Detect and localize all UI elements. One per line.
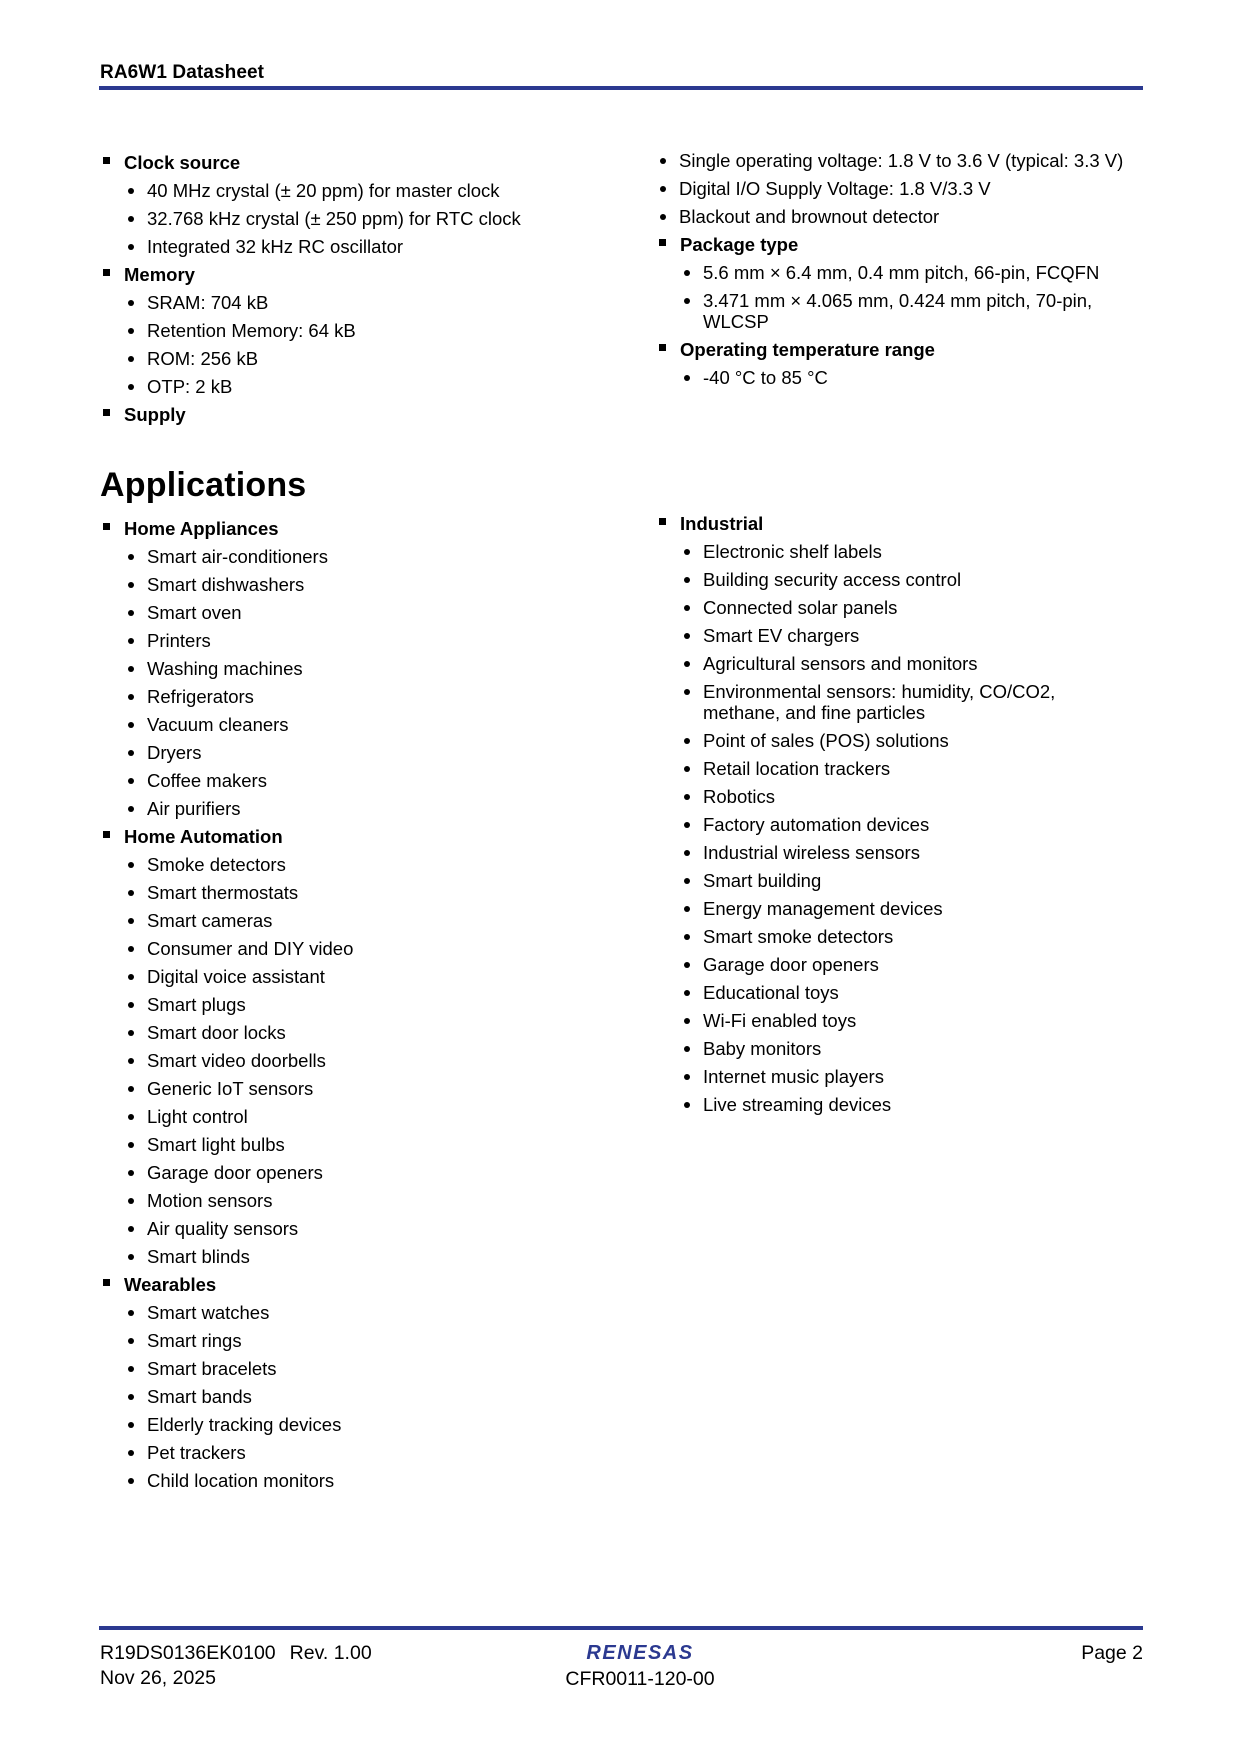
list-item: Internet music players: [680, 1066, 1126, 1087]
list-item: Consumer and DIY video: [124, 938, 600, 959]
list-item: 40 MHz crystal (± 20 ppm) for master clock: [124, 180, 600, 201]
group-label: Wearables: [124, 1274, 217, 1295]
feature-group-list: [656, 234, 1126, 388]
list-item: Smart plugs: [124, 994, 600, 1015]
list-item: Air quality sensors: [124, 1218, 600, 1239]
list-item: Educational toys: [680, 982, 1126, 1003]
section-heading: Applications: [100, 466, 307, 504]
footer-center: [560, 1641, 720, 1693]
document-date: Nov 26, 2025: [100, 1667, 217, 1689]
list-item: Smart light bulbs: [124, 1134, 600, 1155]
list-item: Connected solar panels: [680, 597, 1126, 618]
item-list: [124, 180, 600, 257]
list-item: Electronic shelf labels: [680, 541, 1126, 562]
group-label: Supply: [124, 404, 186, 425]
list-item: Digital I/O Supply Voltage: 1.8 V/3.3 V: [656, 178, 1126, 199]
item-list: [124, 854, 600, 1267]
list-item: Integrated 32 kHz RC oscillator: [124, 236, 600, 257]
list-item: Refrigerators: [124, 686, 600, 707]
list-item: SRAM: 704 kB: [124, 292, 600, 313]
list-item: Smart blinds: [124, 1246, 600, 1267]
form-code: CFR0011-120-00: [565, 1668, 715, 1690]
group-label: Memory: [124, 264, 195, 285]
list-item: Robotics: [680, 786, 1126, 807]
list-item: Building security access control: [680, 569, 1126, 590]
list-item: Smart bracelets: [124, 1358, 600, 1379]
features-right-column: [656, 150, 1126, 395]
document-number: R19DS0136EK0100: [100, 1642, 276, 1664]
item-list: [124, 1302, 600, 1491]
list-item: Smoke detectors: [124, 854, 600, 875]
list-item: Coffee makers: [124, 770, 600, 791]
list-item: Smart oven: [124, 602, 600, 623]
list-item: Dryers: [124, 742, 600, 763]
list-item: Wi-Fi enabled toys: [680, 1010, 1126, 1031]
list-item: Smart smoke detectors: [680, 926, 1126, 947]
list-item: Smart bands: [124, 1386, 600, 1407]
list-item: Light control: [124, 1106, 600, 1127]
group-heading: [100, 264, 600, 397]
header-rule: [99, 86, 1143, 90]
list-item: 5.6 mm × 6.4 mm, 0.4 mm pitch, 66-pin, FCQFN: [680, 262, 1126, 283]
group-label: Home Automation: [124, 826, 283, 847]
list-item: Environmental sensors: humidity, CO/CO2, methane, and fine particles: [680, 681, 1126, 723]
item-list: [124, 546, 600, 819]
list-item: Smart watches: [124, 1302, 600, 1323]
list-item: Smart rings: [124, 1330, 600, 1351]
list-item: Vacuum cleaners: [124, 714, 600, 735]
group-label: Industrial: [680, 513, 764, 534]
list-item: Single operating voltage: 1.8 V to 3.6 V (typical: 3.3 V): [656, 150, 1126, 171]
list-item: 32.768 kHz crystal (± 250 ppm) for RTC clock: [124, 208, 600, 229]
list-item: Smart cameras: [124, 910, 600, 931]
group-label: Operating temperature range: [680, 339, 935, 360]
list-item: Baby monitors: [680, 1038, 1126, 1059]
group-list: [656, 513, 1126, 1115]
group-list: [656, 234, 1126, 388]
list-item: Smart building: [680, 870, 1126, 891]
group-heading: [100, 1274, 600, 1491]
list-item: Industrial wireless sensors: [680, 842, 1126, 863]
list-item: Smart door locks: [124, 1022, 600, 1043]
list-item: Factory automation devices: [680, 814, 1126, 835]
list-item: Agricultural sensors and monitors: [680, 653, 1126, 674]
item-list: [680, 262, 1126, 332]
footer-document-info: [100, 1641, 372, 1691]
page-number: Page 2: [1081, 1642, 1143, 1664]
list-item: Air purifiers: [124, 798, 600, 819]
list-item: Smart air-conditioners: [124, 546, 600, 567]
group-heading: [100, 152, 600, 257]
list-item: Blackout and brownout detector: [656, 206, 1126, 227]
group-label: Home Appliances: [124, 518, 279, 539]
list-item: Garage door openers: [680, 954, 1126, 975]
list-item: Point of sales (POS) solutions: [680, 730, 1126, 751]
list-item: -40 °C to 85 °C: [680, 367, 1126, 388]
list-item: Pet trackers: [124, 1442, 600, 1463]
header-title: RA6W1 Datasheet: [100, 62, 265, 83]
renesas-logo: RENESAS: [586, 1642, 694, 1664]
revision: Rev. 1.00: [289, 1642, 372, 1664]
item-list: [124, 292, 600, 397]
list-item: Energy management devices: [680, 898, 1126, 919]
list-item: Generic IoT sensors: [124, 1078, 600, 1099]
list-item: Elderly tracking devices: [124, 1414, 600, 1435]
group-heading: [100, 518, 600, 819]
supply-item-list: [656, 150, 1126, 227]
list-item: Retail location trackers: [680, 758, 1126, 779]
applications-left-column: [100, 518, 600, 1498]
group-heading: [656, 339, 1126, 388]
footer-rule: [99, 1626, 1143, 1630]
group-label: Package type: [680, 234, 799, 255]
group-list: [100, 152, 600, 426]
list-item: Child location monitors: [124, 1470, 600, 1491]
group-heading: [656, 234, 1126, 332]
list-item: Smart EV chargers: [680, 625, 1126, 646]
group-heading: [656, 513, 1126, 1115]
group-heading: [100, 826, 600, 1267]
list-item: Retention Memory: 64 kB: [124, 320, 600, 341]
list-item: 3.471 mm × 4.065 mm, 0.424 mm pitch, 70-pin, WLCSP: [680, 290, 1126, 332]
list-item: Smart video doorbells: [124, 1050, 600, 1071]
group-list: [100, 518, 600, 1491]
list-item: ROM: 256 kB: [124, 348, 600, 369]
list-item: Printers: [124, 630, 600, 651]
list-item: OTP: 2 kB: [124, 376, 600, 397]
features-left-column: [100, 152, 600, 432]
group-heading: [100, 404, 600, 426]
list-item: Motion sensors: [124, 1190, 600, 1211]
item-list: [680, 367, 1126, 388]
applications-right-column: [656, 513, 1126, 1122]
list-item: Garage door openers: [124, 1162, 600, 1183]
list-item: Digital voice assistant: [124, 966, 600, 987]
list-item: Smart thermostats: [124, 882, 600, 903]
group-label: Clock source: [124, 152, 241, 173]
item-list: [680, 541, 1126, 1115]
list-item: Washing machines: [124, 658, 600, 679]
list-item: Live streaming devices: [680, 1094, 1126, 1115]
list-item: Smart dishwashers: [124, 574, 600, 595]
